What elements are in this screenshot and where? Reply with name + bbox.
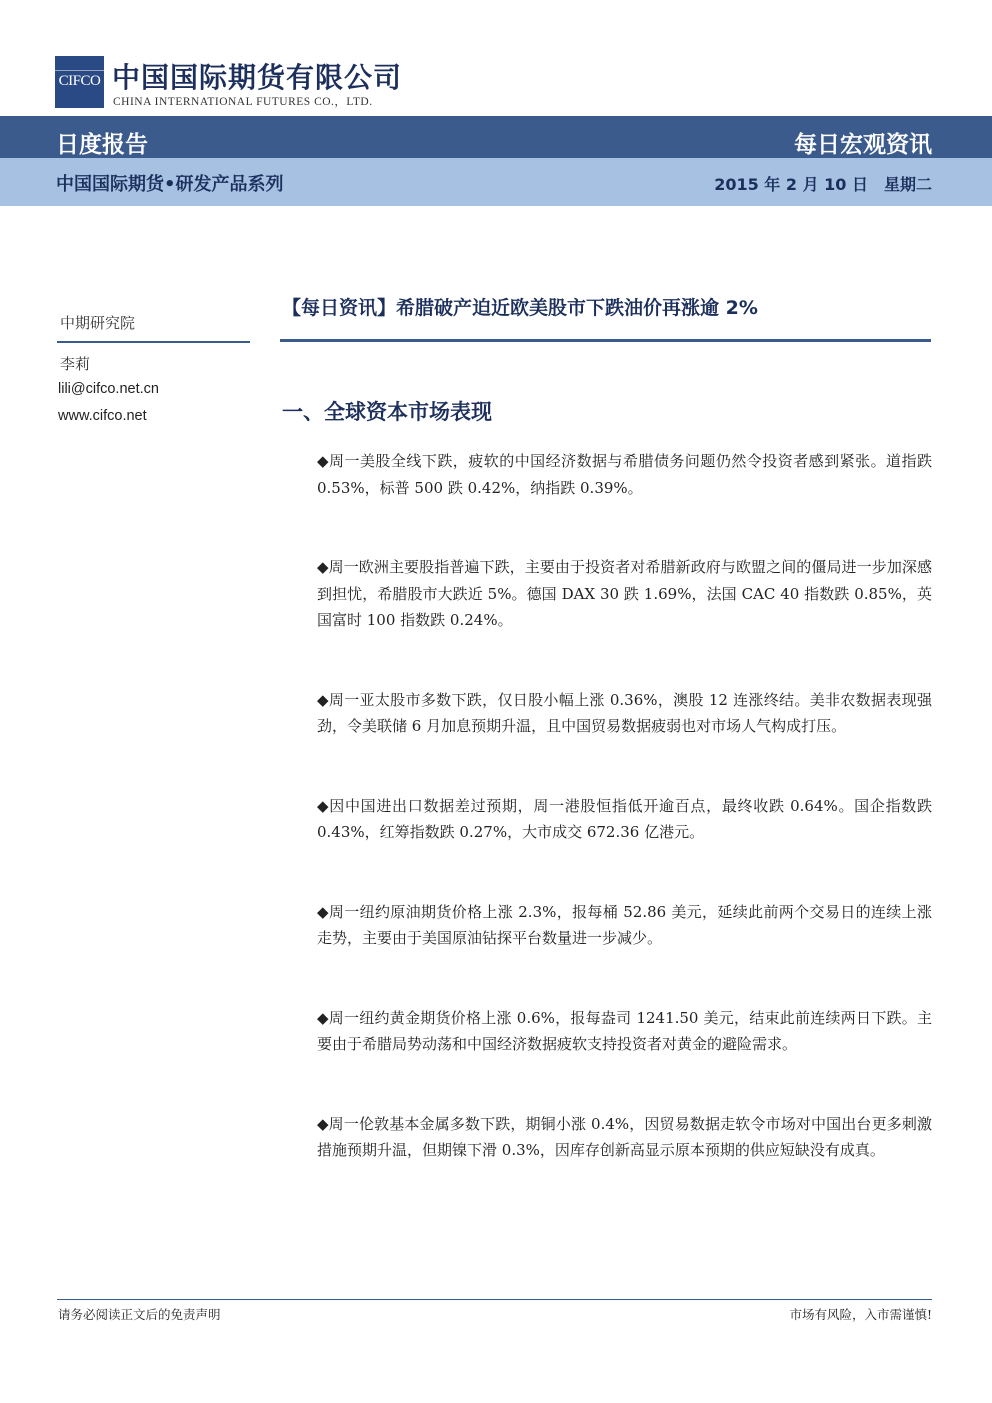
- report-type: 日度报告: [56, 132, 148, 158]
- news-bullet: ◆周一纽约黄金期货价格上涨 0.6%，报每盎司 1241.50 美元，结束此前连续两日下跌。主要由于希腊局势动荡和中国经济数据疲软支持投资者对黄金的避险需求。: [317, 1008, 932, 1053]
- news-bullet: ◆周一美股全线下跌，疲软的中国经济数据与希腊债务问题仍然令投资者感到紧张。道指跌 0.53%，标普 500 跌 0.42%，纳指跌 0.39%。: [317, 452, 932, 497]
- news-bullet-list: [317, 448, 932, 1217]
- report-date: 2015 年 2 月 10 日 星期二: [714, 175, 932, 194]
- sidebar-divider: [57, 341, 250, 343]
- company-name-en: CHINA INTERNATIONAL FUTURES CO.，LTD.: [113, 96, 373, 108]
- headline-divider: [280, 339, 931, 342]
- headline: 【每日资讯】希腊破产迫近欧美股市下跌油价再涨逾 2%: [282, 297, 758, 319]
- footer-disclaimer: 请务必阅读正文后的免责声明: [58, 1307, 221, 1322]
- company-logo: [55, 56, 104, 108]
- footer-divider: [57, 1299, 932, 1300]
- section-title: 一、全球资本市场表现: [282, 399, 492, 424]
- news-bullet: ◆周一纽约原油期货价格上涨 2.3%，报每桶 52.86 美元，延续此前两个交易日的连续上涨走势，主要由于美国原油钻探平台数量进一步减少。: [317, 902, 932, 947]
- news-bullet: ◆因中国进出口数据差过预期，周一港股恒指低开逾百点，最终收跌 0.64%。国企指数跌 0.43%，红筹指数跌 0.27%，大市成交 672.36 亿港元。: [317, 796, 932, 841]
- sidebar-author: 李莉: [60, 355, 91, 373]
- news-bullet: ◆周一欧洲主要股指普遍下跌，主要由于投资者对希腊新政府与欧盟之间的僵局进一步加深感到担忧，希腊股市大跌近 5%。德国 DAX 30 跌 1.69%，法国 CAC 40 指数跌 0.85%，英国富时 100 指数跌 0.24%。: [317, 558, 932, 629]
- news-bullet: ◆周一亚太股市多数下跌，仅日股小幅上涨 0.36%，澳股 12 连涨终结。美非农数据表现强劲，令美联储 6 月加息预期升温，且中国贸易数据疲弱也对市场人气构成打压。: [317, 690, 932, 735]
- logo-line: [55, 70, 104, 71]
- report-name: 每日宏观资讯: [794, 132, 932, 158]
- news-bullet: ◆周一伦敦基本金属多数下跌，期铜小涨 0.4%，因贸易数据走软令市场对中国出台更多刺激措施预期升温，但期镍下滑 0.3%，因库存创新高显示原本预期的供应短缺没有成真。: [317, 1114, 932, 1159]
- sidebar-website: www.cifco.net: [58, 408, 147, 424]
- sidebar-department: 中期研究院: [60, 314, 136, 332]
- report-series: 中国国际期货•研发产品系列: [56, 174, 284, 195]
- footer-risk-note: 市场有风险，入市需谨慎!: [789, 1307, 932, 1322]
- company-name-cn: 中国国际期货有限公司: [112, 61, 403, 94]
- logo-text: CIFCO: [58, 73, 101, 89]
- sidebar-email: lili@cifco.net.cn: [58, 381, 159, 397]
